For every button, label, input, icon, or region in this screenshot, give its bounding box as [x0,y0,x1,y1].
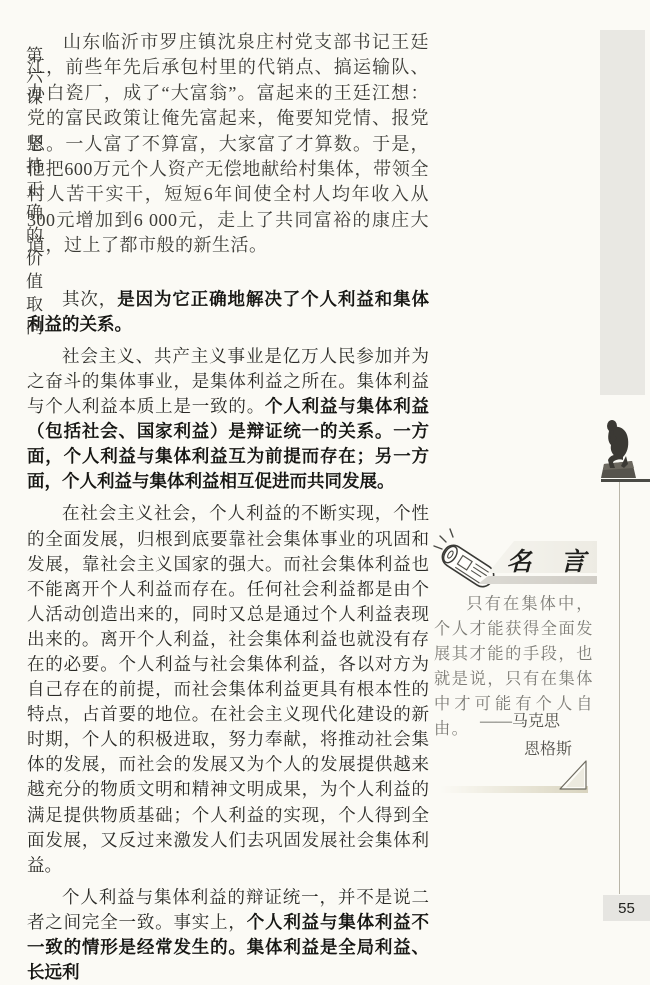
quote-attribution-line2: 恩格斯 [523,741,572,758]
quote-text: 只有在集体中，个人才能获得全面发展其才能的手段，也就是说，只有在集体中才可能有个人自由。 [434,595,594,738]
chapter-tab-lesson: 第六课 [23,46,42,109]
side-rule-horizontal [601,479,650,482]
body-paragraph-2 [27,344,429,495]
case-story-paragraph: 山东临沂市罗庄镇沈泉庄村党支部书记王廷江，前些年先后承包村里的代销点、搞运输队、办白瓷厂，成了“大富翁”。富起来的王廷江想：党的富民政策让俺先富起来，俺要知党情、报党恩。一人富了不算富，大家富了才算数。于是，他把600万元个人资产无偿地献给村集体，带领全村人苦干实干，短短6年间使全村人均年收入从300元增加到6 000元，走上了共同富裕的康庄大道，过上了都市般的新生活。 [27,32,429,256]
chapter-tab-title: 坚持正确的价值取向 [23,134,42,341]
body-text: 个人利益与集体利益的辩证统一，并不是说二者之间完全一致。事实上， [27,886,429,932]
quote-attribution-line1: ——马克思 [479,713,560,730]
body-text: 社会主义、共产主义事业是亿万人民参加并为之奋斗的集体事业，是集体利益之所在。集体利益与个人利益本质上是一致的。 [27,345,429,417]
body-text: 其次， [62,288,118,309]
page-number-badge: 55 [603,895,650,921]
emphasis-text: 个人利益与集体利益不一致的情形是经常发生的。集体利益是全局利益、长远利 [27,911,430,983]
emphasis-text: 是因为它正确地解决了个人利益和集体利益的关系。 [27,288,430,334]
chapter-tab [600,30,645,395]
emphasis-text: 个人利益与集体利益（包括社会、国家利益）是辩证统一的关系。一方面，个人利益与集体利益互为前提而存在；另一方面，个人利益与集体利益相互促进而共同发展。 [27,396,430,492]
page-fold-icon [556,758,592,794]
body-paragraph-1 [27,287,429,337]
body-paragraph-3 [27,501,429,877]
main-text-column [27,30,429,985]
quote-box-title: 名 言 [506,548,588,576]
side-rule-vertical [619,482,620,894]
body-text: 在社会主义社会，个人利益的不断实现，个性的全面发展，归根到底要靠社会集体事业的巩固和发展，靠社会主义国家的强大。而社会集体利益也不能离开个人利益而存在。任何社会利益都是由个人活动创造出来的，同时又总是通过个人利益表现出来的。离开个人利益，社会集体利益也就没有存在的必要。个人利益与社会集体利益，各以对方为自己存在的前提，而社会集体利益更具有根本性的特点，占首要的地位。在社会主义现代化建设的新时期，个人的积极进取，努力奉献，将推动社会集体的发展，而社会的发展又为个人的发展提供越来越充分的物质文明和精神文明成果，为个人利益的满足提供物质基础；个人利益的实现，个人得到全面发展，又反过来激发人们去巩固发展社会集体利益。 [27,503,429,875]
body-paragraph-4 [27,885,429,985]
thinker-statue-icon [596,412,642,480]
thinker-statue-image [596,412,642,480]
